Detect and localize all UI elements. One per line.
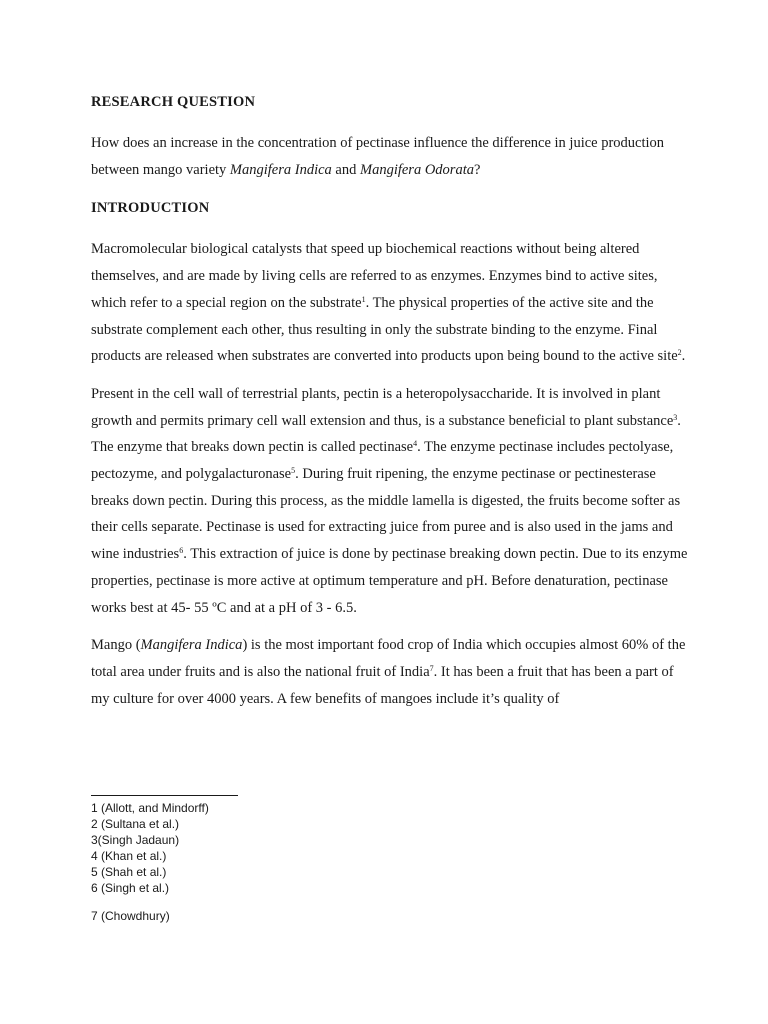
text-run: Macromolecular biological catalysts that speed up biochemical reactions without being altered themselves, and are made by living cells are referred to as enzymes. Enzymes bind to active sites, which refer to a special region on the substrate [91,241,658,311]
introduction-heading: INTRODUCTION [91,200,210,217]
text-run: . The physical properties of the active site and the substrate complement each other, thus resulting in only the substrate binding to the enzyme. Final products are released when substrates are converted into products upon being bound to the active site [91,294,678,365]
footnote-ref: 1 [361,294,366,304]
footnote-ref: 2 [677,348,682,358]
species-name: Mangifera Indica [140,637,243,654]
introduction-paragraph-2 [91,381,691,621]
document-body [91,92,691,712]
footnote: 4 (Khan et al.) [91,849,167,863]
text-run: Present in the cell wall of terrestrial plants, pectin is a heteropolysaccharide. It is involved in plant growth and permits primary cell wall extension and thus, is a substance beneficial to plant substance [91,385,674,429]
introduction-paragraph-1 [91,236,691,370]
research-question-heading: RESEARCH QUESTION [91,94,256,110]
text-run: . [681,348,686,365]
research-question-paragraph [91,130,691,183]
text-run: . The enzyme pectinase includes pectolyase, pectozyme, and polygalacturonase [91,439,674,483]
footnote: 7 (Chowdhury) [91,909,170,923]
footnote: 2 (Sultana et al.) [91,817,180,831]
footnote-ref: 5 [291,466,296,476]
text-run: . This extraction of juice is done by pectinase breaking down pectin. Due to its enzyme properties, pectinase is more active at optimum temperature and pH. Before denaturation, pectinase works best at 45- 55 ºC and at a pH of 3 - 6.5. [91,546,688,616]
footnote-separator [91,795,238,796]
footnote: 3(Singh Jadaun) [91,833,180,847]
footnote-ref: 6 [179,546,184,556]
text-run: Mango ( [91,637,141,654]
text-run: How does an increase in the concentration of pectinase influence the difference in juice production between mango variety [91,135,665,178]
footnote: 1 (Allott, and Mindorff) [91,801,209,815]
text-run: . The enzyme that breaks down pectin is called pectinase [91,412,681,456]
text-run: and [331,161,360,178]
text-run: . It has been a fruit that has been a part of my culture for over 4000 years. A few benefits of mangoes include it’s quality of [91,663,674,707]
footnote: 5 (Shah et al.) [91,865,167,879]
introduction-paragraph-3 [91,632,691,712]
text-run: ) is the most important food crop of India which occupies almost 60% of the total area under fruits and is also the national fruit of India [91,637,686,680]
text-run: . During fruit ripening, the enzyme pectinase or pectinesterase breaks down pectin. During this process, as the middle lamella is digested, the fruits become softer as their cells separate. Pectinase is used for extracting juice from puree and is also used in the jams and wine industries [91,466,681,563]
footnote-ref: 4 [413,439,418,449]
species-name: Mangifera Odorata [359,161,474,178]
footnote-ref: 3 [673,412,678,422]
text-run: ? [473,161,481,178]
species-name: Mangifera Indica [229,161,332,178]
footnote: 6 (Singh et al.) [91,881,170,895]
footnote-ref: 7 [429,663,434,673]
footnotes-section [91,795,491,924]
